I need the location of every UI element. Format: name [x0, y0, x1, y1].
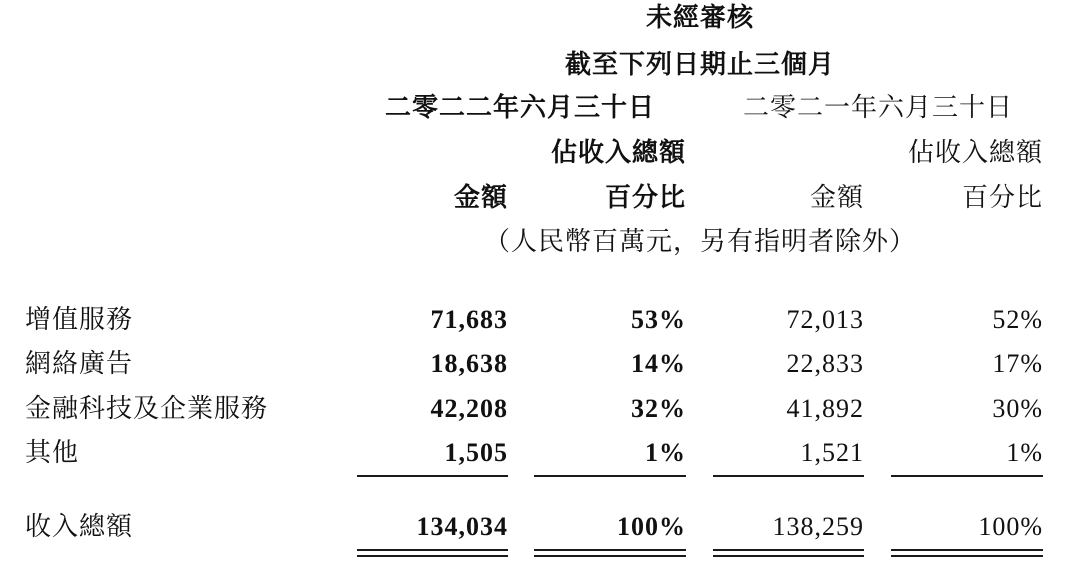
total-amount-2021: 138,259 — [772, 512, 864, 541]
total-double-rule-top — [891, 549, 1043, 551]
amount-2021-header: 金額 — [809, 183, 864, 212]
row-amount-2022: 1,505 — [444, 438, 508, 467]
total-double-rule-bottom — [357, 555, 508, 557]
row-percent-2022: 53% — [631, 305, 686, 334]
percent-2021-header: 百分比 — [961, 183, 1043, 212]
row-percent-2022: 1% — [645, 438, 686, 467]
total-percent-2021: 100% — [978, 512, 1043, 541]
total-double-rule-top — [713, 549, 864, 551]
period-heading: 截至下列日期止三個月 — [564, 50, 835, 79]
row-percent-2021: 17% — [992, 349, 1043, 378]
subtotal-rule — [357, 475, 508, 477]
row-amount-2022: 18,638 — [430, 349, 508, 378]
subtotal-rule — [891, 475, 1043, 477]
row-label: 金融科技及企業服務 — [25, 394, 269, 423]
row-percent-2021: 30% — [992, 394, 1043, 423]
subtotal-rule — [713, 475, 864, 477]
row-label: 增值服務 — [25, 305, 134, 334]
unit-note: （人民幣百萬元，另有指明者除外） — [483, 227, 916, 256]
row-amount-2021: 41,892 — [786, 394, 864, 423]
total-amount-2022: 134,034 — [416, 512, 508, 541]
total-double-rule-top — [534, 549, 686, 551]
audit-status-heading: 未經審核 — [645, 3, 754, 32]
row-amount-2021: 72,013 — [786, 305, 864, 334]
total-double-rule-top — [357, 549, 508, 551]
row-amount-2022: 42,208 — [430, 394, 508, 423]
row-percent-2021: 1% — [1006, 438, 1043, 467]
date-2021-heading: 二零二一年六月三十日 — [742, 93, 1013, 122]
percent-2022-header: 百分比 — [604, 183, 686, 212]
total-double-rule-bottom — [891, 555, 1043, 557]
total-percent-2022: 100% — [617, 512, 686, 541]
pct-total-2021-heading: 佔收入總額 — [907, 138, 1043, 167]
row-amount-2021: 1,521 — [800, 438, 864, 467]
row-label: 其他 — [25, 438, 80, 467]
amount-2022-header: 金額 — [453, 183, 508, 212]
total-double-rule-bottom — [713, 555, 864, 557]
subtotal-rule — [534, 475, 686, 477]
row-percent-2022: 14% — [631, 349, 686, 378]
row-amount-2021: 22,833 — [786, 349, 864, 378]
total-label: 收入總額 — [25, 512, 134, 541]
row-amount-2022: 71,683 — [430, 305, 508, 334]
row-label: 網絡廣告 — [25, 349, 134, 378]
row-percent-2022: 32% — [631, 394, 686, 423]
row-percent-2021: 52% — [992, 305, 1043, 334]
date-2022-heading: 二零二二年六月三十日 — [384, 93, 655, 122]
pct-total-2022-heading: 佔收入總額 — [550, 138, 686, 167]
total-double-rule-bottom — [534, 555, 686, 557]
